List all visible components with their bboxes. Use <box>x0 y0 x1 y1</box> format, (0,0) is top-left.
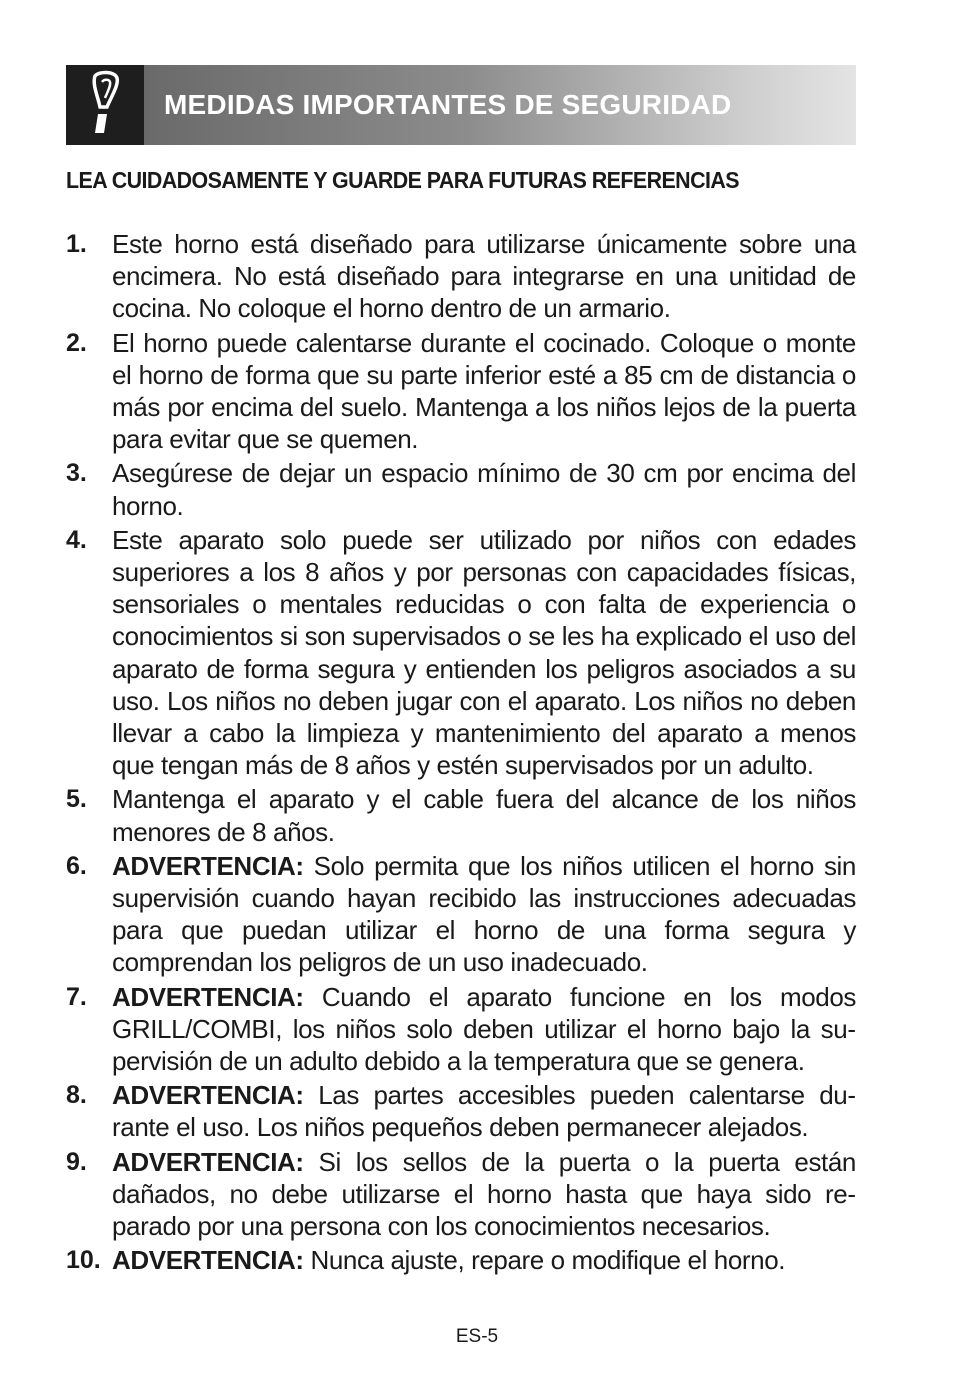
item-number: 2. <box>66 328 87 357</box>
list-item-2 <box>66 327 856 456</box>
list-item-9 <box>66 1146 856 1243</box>
list-item-1 <box>66 228 856 325</box>
warning-label: ADVERTENCIA: <box>112 850 304 881</box>
warning-label: ADVERTENCIA: <box>112 1080 304 1111</box>
warning-label: ADVERTENCIA: <box>112 981 304 1012</box>
list-item-3 <box>66 457 856 521</box>
item-body: El horno puede calentarse durante el cocinado. Coloque o monte el horno de forma que su parte inferior esté a 85 cm de distancia o más por encima del suelo. Mantenga a los niños lejos de la puerta para evitar que se quemen. <box>112 327 856 455</box>
safety-instructions-list <box>66 228 856 1279</box>
list-item-5 <box>66 783 856 847</box>
list-item-8 <box>66 1079 856 1143</box>
item-text <box>112 1146 856 1243</box>
item-body: Las partes accesibles pueden calentarse durante el uso. Los niños pequeños deben permanecer alejados. <box>112 1080 856 1143</box>
item-number: 4. <box>66 525 87 554</box>
item-text <box>112 981 856 1078</box>
warning-label: ADVERTENCIA: <box>112 1245 304 1276</box>
item-body: Solo permita que los niños utilicen el horno sin supervisión cuando hayan recibido las instrucciones adecuadas para que puedan utilizar el horno de una forma segura y comprendan los peligros de un uso inadecuado. <box>112 850 856 978</box>
header-icon-box <box>66 65 144 145</box>
item-number: 10. <box>66 1246 101 1275</box>
item-body: Este horno está diseñado para utilizarse únicamente sobre una encimera. No está diseñado para integrarse en una unitidad de cocina. No coloque el horno dentro de un armario. <box>112 229 856 324</box>
item-body: Nunca ajuste, repare o modifique el horno. <box>303 1245 786 1276</box>
item-number: 3. <box>66 459 87 488</box>
list-item-10 <box>66 1244 856 1276</box>
item-number: 7. <box>66 982 87 1011</box>
header-title-box <box>144 65 856 145</box>
page-subtitle: LEA CUIDADOSAMENTE Y GUARDE PARA FUTURAS REFERENCIAS <box>66 167 739 193</box>
item-text <box>112 1079 856 1143</box>
item-body: Asegúrese de dejar un espacio mínimo de 30 cm por encima del horno. <box>112 458 856 521</box>
warning-label: ADVERTENCIA: <box>112 1146 304 1177</box>
item-body: Cuando el aparato funcione en los modos GRILL/COMBI, los niños solo deben utilizar el horno bajo la supervisión de un adulto debido a la temperatura que se genera. <box>112 981 856 1077</box>
item-number: 6. <box>66 851 87 880</box>
item-number: 8. <box>66 1081 87 1110</box>
item-number: 5. <box>66 785 87 814</box>
list-item-4 <box>66 524 856 782</box>
item-text <box>112 457 856 521</box>
item-body: Este aparato solo puede ser utilizado por niños con edades superiores a los 8 años y por personas con capacidades físicas, sensoriales o mentales reducidas o con falta de experiencia o conocimientos si son supervisados o se les ha explicado el uso del aparato de forma segura y entienden los peligros asociados a su uso. Los niños no deben jugar con el aparato. Los niños no deben llevar a cabo la limpieza y mantenimiento del aparato a menos que tengan más de 8 años y estén supervisados por un adulto. <box>112 524 856 781</box>
item-body: Mantenga el aparato y el cable fuera del alcance de los niños menores de 8 años. <box>112 784 856 847</box>
item-text <box>112 850 856 979</box>
item-text <box>112 327 856 456</box>
section-title: MEDIDAS IMPORTANTES DE SEGURIDAD <box>164 89 732 120</box>
item-body: Si los sellos de la puerta o la puerta están dañados, no debe utilizarse el horno hasta que haya sido reparado por una persona con los conocimientos necesarios. <box>112 1146 856 1242</box>
page-number: ES-5 <box>455 1326 499 1347</box>
exclamation-icon <box>85 70 125 141</box>
list-item-6 <box>66 850 856 979</box>
item-number: 9. <box>66 1147 87 1176</box>
item-text <box>112 783 856 847</box>
item-number: 1. <box>66 230 87 258</box>
list-item-7 <box>66 981 856 1078</box>
item-text <box>112 524 856 782</box>
item-text <box>112 1244 856 1276</box>
section-header <box>66 65 856 145</box>
item-text <box>112 228 856 325</box>
